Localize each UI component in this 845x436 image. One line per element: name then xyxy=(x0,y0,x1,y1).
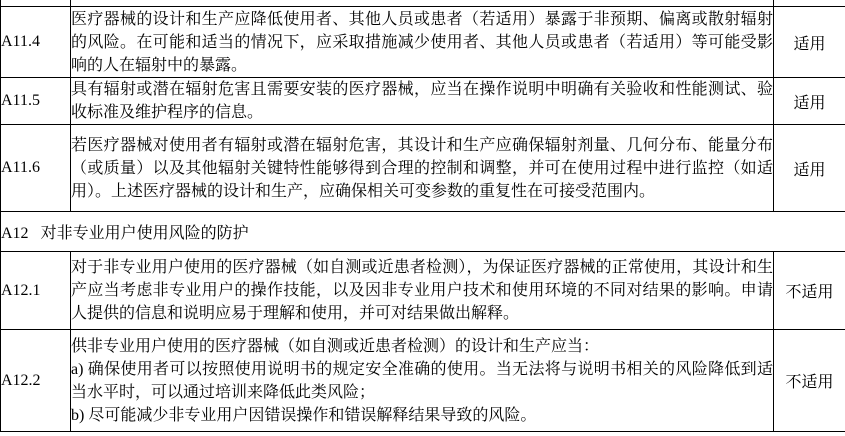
applicability-value: 适用 xyxy=(793,35,826,53)
applicability-cell xyxy=(774,125,845,212)
requirement-item-a: a) 确保使用者可以按照使用说明书的规定安全准确的使用。当无法将与说明书相关的风险降低到适当水平时，可以通过培训来降低此类风险； xyxy=(71,360,773,401)
clause-id-cell xyxy=(1,7,71,78)
table-row xyxy=(1,125,845,212)
table-row xyxy=(1,78,845,125)
requirement-text-cell xyxy=(71,78,774,125)
requirement-intro-line: 供非专业用户使用的医疗器械（如自测或近患者检测）的设计和生产应当： xyxy=(71,337,600,355)
section-id: A12 xyxy=(1,225,29,242)
requirement-text-cell xyxy=(71,330,774,432)
clause-id: A11.6 xyxy=(1,159,40,176)
section-header-row xyxy=(1,212,845,252)
applicability-value: 不适用 xyxy=(785,284,834,301)
requirement-item-b: b) 尽可能减少非专业用户因错误操作和错误解释结果导致的风险。 xyxy=(71,406,537,424)
applicability-value: 适用 xyxy=(793,161,826,179)
table-row xyxy=(1,252,845,330)
applicability-cell xyxy=(774,330,845,432)
section-title: 对非专业用户使用风险的防护 xyxy=(40,225,249,242)
requirement-text-cell xyxy=(71,7,774,78)
clause-id-cell xyxy=(1,330,71,432)
requirement-text-cell xyxy=(71,125,774,212)
table-row xyxy=(1,330,845,432)
section-header-cell xyxy=(1,212,845,252)
requirement-text-cell xyxy=(71,252,774,330)
clause-id-cell xyxy=(1,125,71,212)
requirement-text: 医疗器械的设计和生产应降低使用者、其他人员或患者（若适用）暴露于非预期、偏离或散射辐射的风险。在可能和适当的情况下，应采取措施减少使用者、其他人员或患者（若适用）等可能受影响的人在辐射中的暴露。 xyxy=(71,10,773,74)
requirement-text: 对于非专业用户使用的医疗器械（如自测或近患者检测），为保证医疗器械的正常使用，其设计和生产应当考虑非专业用户的操作技能，以及因非专业用户技术和使用环境的不同对结果的影响。申请人提供的信息和说明应易于理解和使用，并可对结果做出解释。 xyxy=(71,259,773,322)
clause-id-cell xyxy=(1,252,71,330)
clause-id: A12.2 xyxy=(1,371,41,389)
applicability-value: 适用 xyxy=(793,94,826,112)
clause-id: A11.4 xyxy=(1,33,40,50)
requirement-text: 若医疗器械对使用者有辐射或潜在辐射危害，其设计和生产应确保辐射剂量、几何分布、能量分布（或质量）以及其他辐射关键特性能够得到合理的控制和调整，并可在使用过程中进行监控（如适用）。上述医疗器械的设计和生产，应确保相关可变参数的重复性在可接受范围内。 xyxy=(71,136,773,200)
table-row xyxy=(1,7,845,78)
applicability-cell xyxy=(774,7,845,78)
applicability-value: 不适用 xyxy=(785,374,834,391)
applicability-cell xyxy=(774,78,845,125)
clause-id: A12.1 xyxy=(1,281,41,299)
requirement-text: 具有辐射或潜在辐射危害且需要安装的医疗器械，应当在操作说明中明确有关验收和性能测试、验收标准及维护程序的信息。 xyxy=(71,81,773,121)
clause-id: A11.5 xyxy=(1,92,40,109)
clause-id-cell xyxy=(1,78,71,125)
applicability-cell xyxy=(774,252,845,330)
